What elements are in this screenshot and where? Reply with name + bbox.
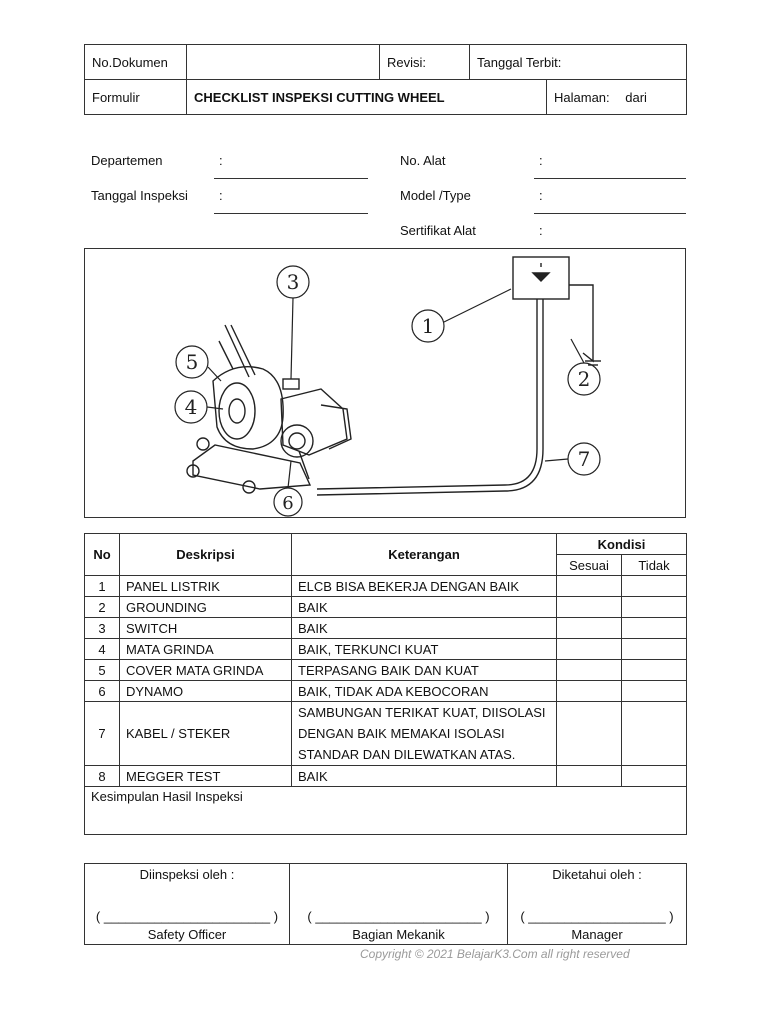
table-row <box>85 597 687 618</box>
diinspeksi-oleh-label: Diinspeksi oleh : <box>139 867 235 882</box>
cutting-wheel-diagram <box>84 248 686 518</box>
no-dokumen-label: No.Dokumen <box>85 45 187 80</box>
kesimpulan-row <box>85 787 687 835</box>
row-no: 4 <box>85 639 120 660</box>
row-tidak-cell[interactable] <box>622 660 687 681</box>
cutting-wheel-illustration <box>85 249 685 517</box>
table-row <box>85 639 687 660</box>
col-header-sesuai: Sesuai <box>557 555 622 576</box>
tanggal-inspeksi-underline <box>214 213 368 214</box>
manager-label: Manager <box>571 927 623 942</box>
signature-cell-manager <box>508 864 687 945</box>
row-tidak-cell[interactable] <box>622 702 687 766</box>
row-tidak-cell[interactable] <box>622 597 687 618</box>
no-dokumen-value <box>187 45 380 80</box>
row-keterangan-line: STANDAR DAN DILEWATKAN ATAS. <box>298 747 516 762</box>
callout-1-label: 1 <box>421 314 435 338</box>
row-sesuai-cell[interactable] <box>557 597 622 618</box>
row-sesuai-cell[interactable] <box>557 660 622 681</box>
row-no: 5 <box>85 660 120 681</box>
row-keterangan: TERPASANG BAIK DAN KUAT <box>292 660 557 681</box>
table-row <box>85 766 687 787</box>
row-tidak-cell[interactable] <box>622 766 687 787</box>
departemen-colon: : <box>219 153 223 168</box>
halaman-cell <box>547 80 687 115</box>
row-deskripsi: GROUNDING <box>120 597 292 618</box>
departemen-label: Departemen <box>91 153 163 168</box>
row-keterangan: BAIK, TIDAK ADA KEBOCORAN <box>292 681 557 702</box>
row-no: 8 <box>85 766 120 787</box>
row-no: 6 <box>85 681 120 702</box>
model-type-underline <box>534 213 686 214</box>
revisi-label: Revisi: <box>380 45 470 80</box>
col-header-deskripsi: Deskripsi <box>120 534 292 576</box>
no-alat-label: No. Alat <box>400 153 446 168</box>
row-keterangan-line: DENGAN BAIK MEMAKAI ISOLASI <box>298 726 505 741</box>
row-keterangan: BAIK <box>292 618 557 639</box>
row-keterangan: ELCB BISA BEKERJA DENGAN BAIK <box>292 576 557 597</box>
no-alat-underline <box>534 178 686 179</box>
diketahui-oleh-label: Diketahui oleh : <box>552 867 642 882</box>
formulir-label: Formulir <box>85 80 187 115</box>
row-no: 7 <box>85 702 120 766</box>
row-keterangan: BAIK, TERKUNCI KUAT <box>292 639 557 660</box>
table-row <box>85 660 687 681</box>
model-type-colon: : <box>539 188 543 203</box>
table-row <box>85 576 687 597</box>
row-no: 1 <box>85 576 120 597</box>
row-no: 2 <box>85 597 120 618</box>
row-sesuai-cell[interactable] <box>557 639 622 660</box>
copyright-notice: Copyright © 2021 BelajarK3.Com all right reserved <box>360 947 630 961</box>
row-keterangan: BAIK <box>292 597 557 618</box>
signature-cell-bagian-mekanik <box>290 864 508 945</box>
row-tidak-cell[interactable] <box>622 576 687 597</box>
row-keterangan: BAIK <box>292 766 557 787</box>
row-keterangan <box>292 702 557 766</box>
sertifikat-alat-colon: : <box>539 223 543 238</box>
col-header-kondisi: Kondisi <box>557 534 687 555</box>
signature-line-manager[interactable]: ( ___________________ ) <box>520 909 674 924</box>
signature-cell-safety-officer <box>85 864 290 945</box>
row-deskripsi: KABEL / STEKER <box>120 702 292 766</box>
table-row <box>85 702 687 766</box>
tanggal-terbit-label: Tanggal Terbit: <box>470 45 687 80</box>
col-header-no: No <box>85 534 120 576</box>
no-alat-colon: : <box>539 153 543 168</box>
tanggal-inspeksi-label: Tanggal Inspeksi <box>91 188 188 203</box>
row-sesuai-cell[interactable] <box>557 766 622 787</box>
callout-3-label: 3 <box>286 270 300 294</box>
departemen-underline <box>214 178 368 179</box>
sertifikat-alat-label: Sertifikat Alat <box>400 223 476 238</box>
col-header-tidak: Tidak <box>622 555 687 576</box>
signature-line-safety-officer[interactable]: ( _______________________ ) <box>95 909 279 924</box>
row-sesuai-cell[interactable] <box>557 681 622 702</box>
dari-label: dari <box>625 89 647 105</box>
checklist-table <box>84 533 687 835</box>
row-tidak-cell[interactable] <box>622 618 687 639</box>
row-deskripsi: DYNAMO <box>120 681 292 702</box>
row-deskripsi: MATA GRINDA <box>120 639 292 660</box>
row-sesuai-cell[interactable] <box>557 576 622 597</box>
row-sesuai-cell[interactable] <box>557 702 622 766</box>
row-deskripsi: PANEL LISTRIK <box>120 576 292 597</box>
model-type-label: Model /Type <box>400 188 471 203</box>
signature-table <box>84 863 687 945</box>
bagian-mekanik-label: Bagian Mekanik <box>352 927 445 942</box>
row-sesuai-cell[interactable] <box>557 618 622 639</box>
table-row <box>85 681 687 702</box>
row-keterangan-line: SAMBUNGAN TERIKAT KUAT, DIISOLASI <box>298 705 546 720</box>
callout-2-label: 2 <box>577 367 591 391</box>
callout-5-label: 5 <box>185 350 199 374</box>
row-deskripsi: COVER MATA GRINDA <box>120 660 292 681</box>
safety-officer-label: Safety Officer <box>147 927 227 942</box>
signature-line-bagian-mekanik[interactable]: ( _______________________ ) <box>307 909 490 924</box>
col-header-keterangan: Keterangan <box>292 534 557 576</box>
kesimpulan-label[interactable]: Kesimpulan Hasil Inspeksi <box>85 787 687 835</box>
row-deskripsi: SWITCH <box>120 618 292 639</box>
halaman-label: Halaman: <box>554 89 610 105</box>
callout-7-label: 7 <box>577 447 591 471</box>
document-header-table <box>84 44 687 115</box>
callout-4-label: 4 <box>184 395 198 419</box>
row-tidak-cell[interactable] <box>622 639 687 660</box>
row-deskripsi: MEGGER TEST <box>120 766 292 787</box>
callout-6-label: 6 <box>282 493 294 514</box>
row-tidak-cell[interactable] <box>622 681 687 702</box>
form-title: CHECKLIST INSPEKSI CUTTING WHEEL <box>187 80 547 115</box>
table-row <box>85 618 687 639</box>
row-no: 3 <box>85 618 120 639</box>
tanggal-inspeksi-colon: : <box>219 188 223 203</box>
